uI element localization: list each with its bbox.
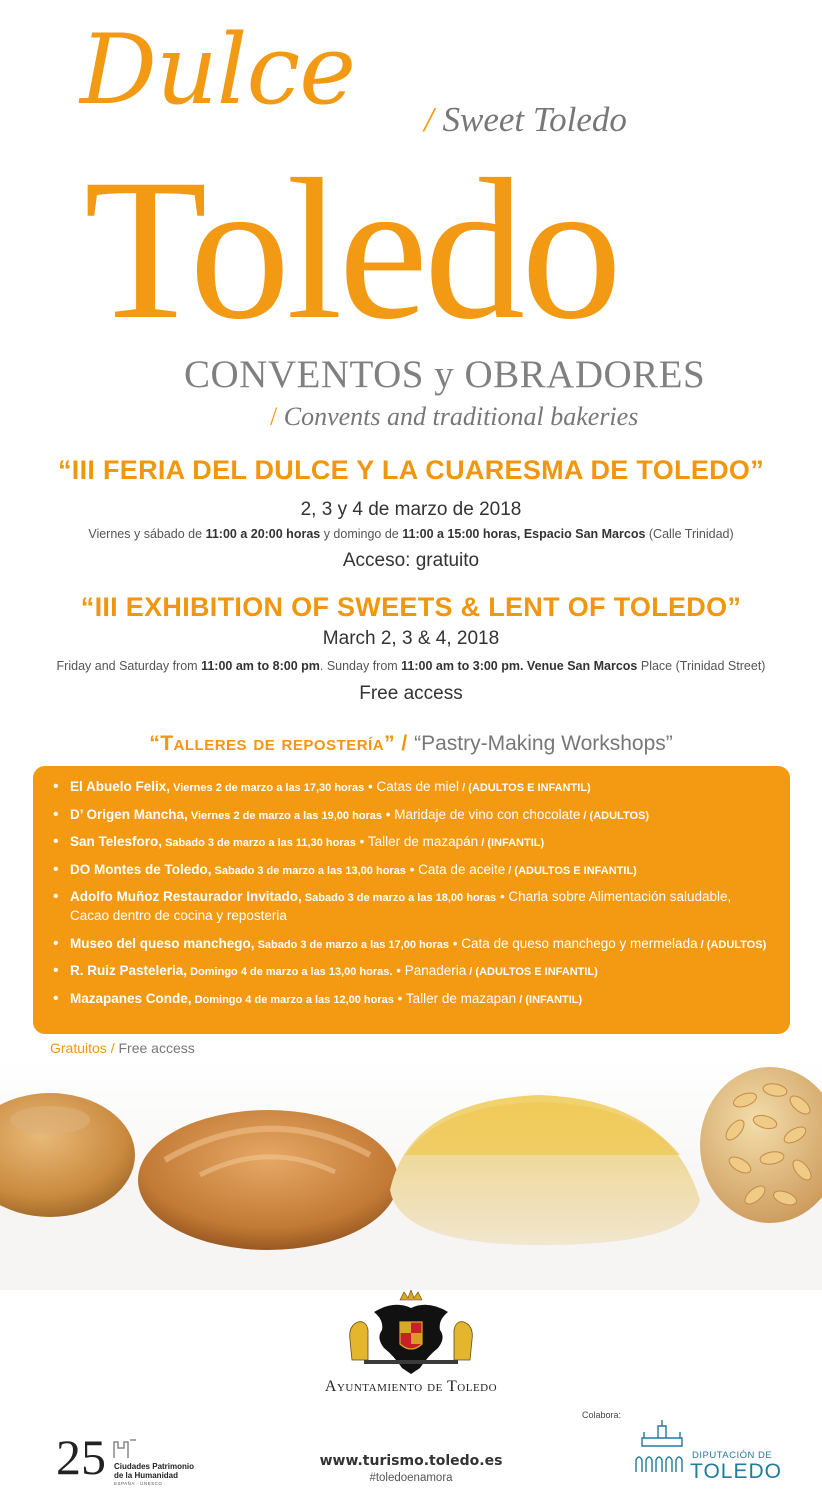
feria-en-detail-1: Friday and Saturday from xyxy=(56,659,202,673)
list-item xyxy=(53,962,790,981)
feria-es-detail-1: Viernes y sábado de xyxy=(88,527,206,541)
subtitle-sweet-toledo xyxy=(424,100,627,140)
convents-slash: / xyxy=(270,402,278,431)
workshop-date: Sabado 3 de marzo a las 13,00 horas xyxy=(211,864,406,877)
workshop-activity: • Cata de aceite xyxy=(405,861,506,877)
logo-25-line1: Ciudades Patrimonio xyxy=(114,1462,195,1471)
sweet-toledo-text: Sweet Toledo xyxy=(442,100,627,139)
workshop-type: / (ADULTOS E INFANTIL) xyxy=(459,782,591,794)
logo-25-line2: de la Humanidad xyxy=(114,1471,179,1480)
workshop-type: / (ADULTOS E INFANTIL) xyxy=(466,966,598,978)
workshops-list xyxy=(33,766,790,1009)
workshop-activity: • Maridaje de vino con chocolate xyxy=(382,806,581,822)
workshop-type: / (ADULTOS) xyxy=(697,938,767,951)
feria-es-date: 2, 3 y 4 de marzo de 2018 xyxy=(300,499,522,520)
list-item xyxy=(53,861,790,880)
workshop-activity: • Charla sobre Alimentación saludable, Cacao dentro de cocina y reposteria xyxy=(70,889,732,923)
pastries-image xyxy=(0,1060,822,1290)
feria-es-title: “III FERIA DEL DULCE Y LA CUARESMA DE TOLEDO” xyxy=(57,455,765,485)
ayuntamiento-crest-icon xyxy=(344,1290,478,1376)
talleres-title-en: “Pastry-Making Workshops” xyxy=(414,732,673,755)
workshop-name: San Telesforo, xyxy=(70,834,163,849)
workshop-date: Sabado 3 de marzo a las 18,00 horas xyxy=(301,892,497,904)
diputacion-building-icon xyxy=(632,1418,692,1476)
list-item xyxy=(53,806,790,825)
feria-en-detail-3: . Sunday from xyxy=(319,659,402,673)
workshops-box xyxy=(33,766,790,1034)
feria-en-date: March 2, 3 & 4, 2018 xyxy=(322,628,500,649)
workshop-date: Sabado 3 de marzo a las 17,00 horas xyxy=(254,938,449,951)
gratuitos-text: Gratuitos xyxy=(50,1040,107,1056)
workshop-name: El Abuelo Felix, xyxy=(70,779,171,794)
diputacion-toledo-label: TOLEDO xyxy=(690,1460,782,1483)
subtitle-convents-en xyxy=(270,402,638,432)
ayuntamiento-label: Ayuntamiento de Toledo xyxy=(324,1378,498,1395)
talleres-title-es: “Talleres de repostería” xyxy=(149,732,396,755)
free-access-text: Free access xyxy=(118,1040,195,1056)
feria-es-detail-5: (Calle Trinidad) xyxy=(645,527,734,541)
title-dulce: Dulce xyxy=(80,14,356,126)
logo-25-number: 25 xyxy=(56,1429,106,1485)
list-item xyxy=(53,833,790,852)
workshop-name: DO Montes de Toledo, xyxy=(70,861,212,877)
diputacion-de-label: DIPUTACIÓN DE xyxy=(692,1450,773,1461)
workshop-type: / (ADULTOS) xyxy=(580,809,650,822)
workshop-activity: • Taller de mazapán xyxy=(355,834,479,849)
title-toledo: Toledo xyxy=(84,137,619,361)
workshop-type: / (ADULTOS E INFANTIL) xyxy=(505,864,637,877)
feria-en-access: Free access xyxy=(359,683,463,704)
colabora-label: Colabora: xyxy=(582,1410,622,1420)
hashtag: #toledoenamora xyxy=(369,1472,453,1484)
workshop-name: Mazapanes Conde, xyxy=(70,990,192,1006)
feria-es-detail-3: y domingo de xyxy=(320,527,403,541)
workshop-name: D’ Origen Mancha, xyxy=(70,806,188,822)
workshop-date: Viernes 2 de marzo a las 17,30 horas xyxy=(170,782,365,794)
workshop-type: / (INFANTIL) xyxy=(478,837,545,849)
convents-en-text: Convents and traditional bakeries xyxy=(283,402,639,431)
talleres-separator: / xyxy=(395,732,415,755)
feria-en-detail xyxy=(0,659,822,673)
workshop-name: R. Ruiz Pasteleria, xyxy=(70,963,188,978)
list-item xyxy=(53,935,790,954)
workshop-activity: • Panaderia xyxy=(392,963,467,978)
list-item xyxy=(53,990,790,1009)
list-item xyxy=(53,888,760,926)
workshop-name: Adolfo Muñoz Restaurador Invitado, xyxy=(70,889,302,904)
free-line xyxy=(50,1040,195,1056)
talleres-title xyxy=(0,732,822,756)
feria-es-detail-4: 11:00 a 15:00 horas, Espacio San Marcos xyxy=(402,527,646,541)
workshop-activity: • Taller de mazapan xyxy=(393,990,517,1006)
feria-en-title: “III EXHIBITION OF SWEETS & LENT OF TOLEDO” xyxy=(80,592,742,622)
tourism-url[interactable]: www.turismo.toledo.es xyxy=(319,1453,503,1469)
logo-25-small: ESPAÑA · UNESCO xyxy=(114,1481,163,1486)
workshop-activity: • Catas de miel xyxy=(364,779,460,794)
feria-en-detail-2: 11:00 am to 8:00 pm xyxy=(201,659,320,673)
feria-en-detail-4: 11:00 am to 3:00 pm. Venue San Marcos xyxy=(401,659,638,673)
workshop-name: Museo del queso manchego, xyxy=(70,935,255,951)
list-item xyxy=(53,778,790,797)
free-separator: / xyxy=(106,1040,119,1056)
feria-es-detail-2: 11:00 a 20:00 horas xyxy=(205,527,321,541)
workshop-date: Domingo 4 de marzo a las 13,00 horas. xyxy=(187,966,393,978)
workshop-date: Domingo 4 de marzo a las 12,00 horas xyxy=(191,993,394,1006)
workshop-type: / (INFANTIL) xyxy=(516,993,583,1006)
subtitle-conventos: CONVENTOS y OBRADORES xyxy=(184,353,706,396)
workshop-date: Sabado 3 de marzo a las 11,30 horas xyxy=(162,837,356,849)
workshop-date: Viernes 2 de marzo a las 19,00 horas xyxy=(187,809,383,822)
feria-es-access: Acceso: gratuito xyxy=(342,550,480,571)
workshop-activity: • Cata de queso manchego y mermelada xyxy=(448,935,698,951)
feria-es-detail xyxy=(0,527,822,541)
feria-en-detail-5: Place (Trinidad Street) xyxy=(637,659,766,673)
title-slash: / xyxy=(424,100,434,139)
